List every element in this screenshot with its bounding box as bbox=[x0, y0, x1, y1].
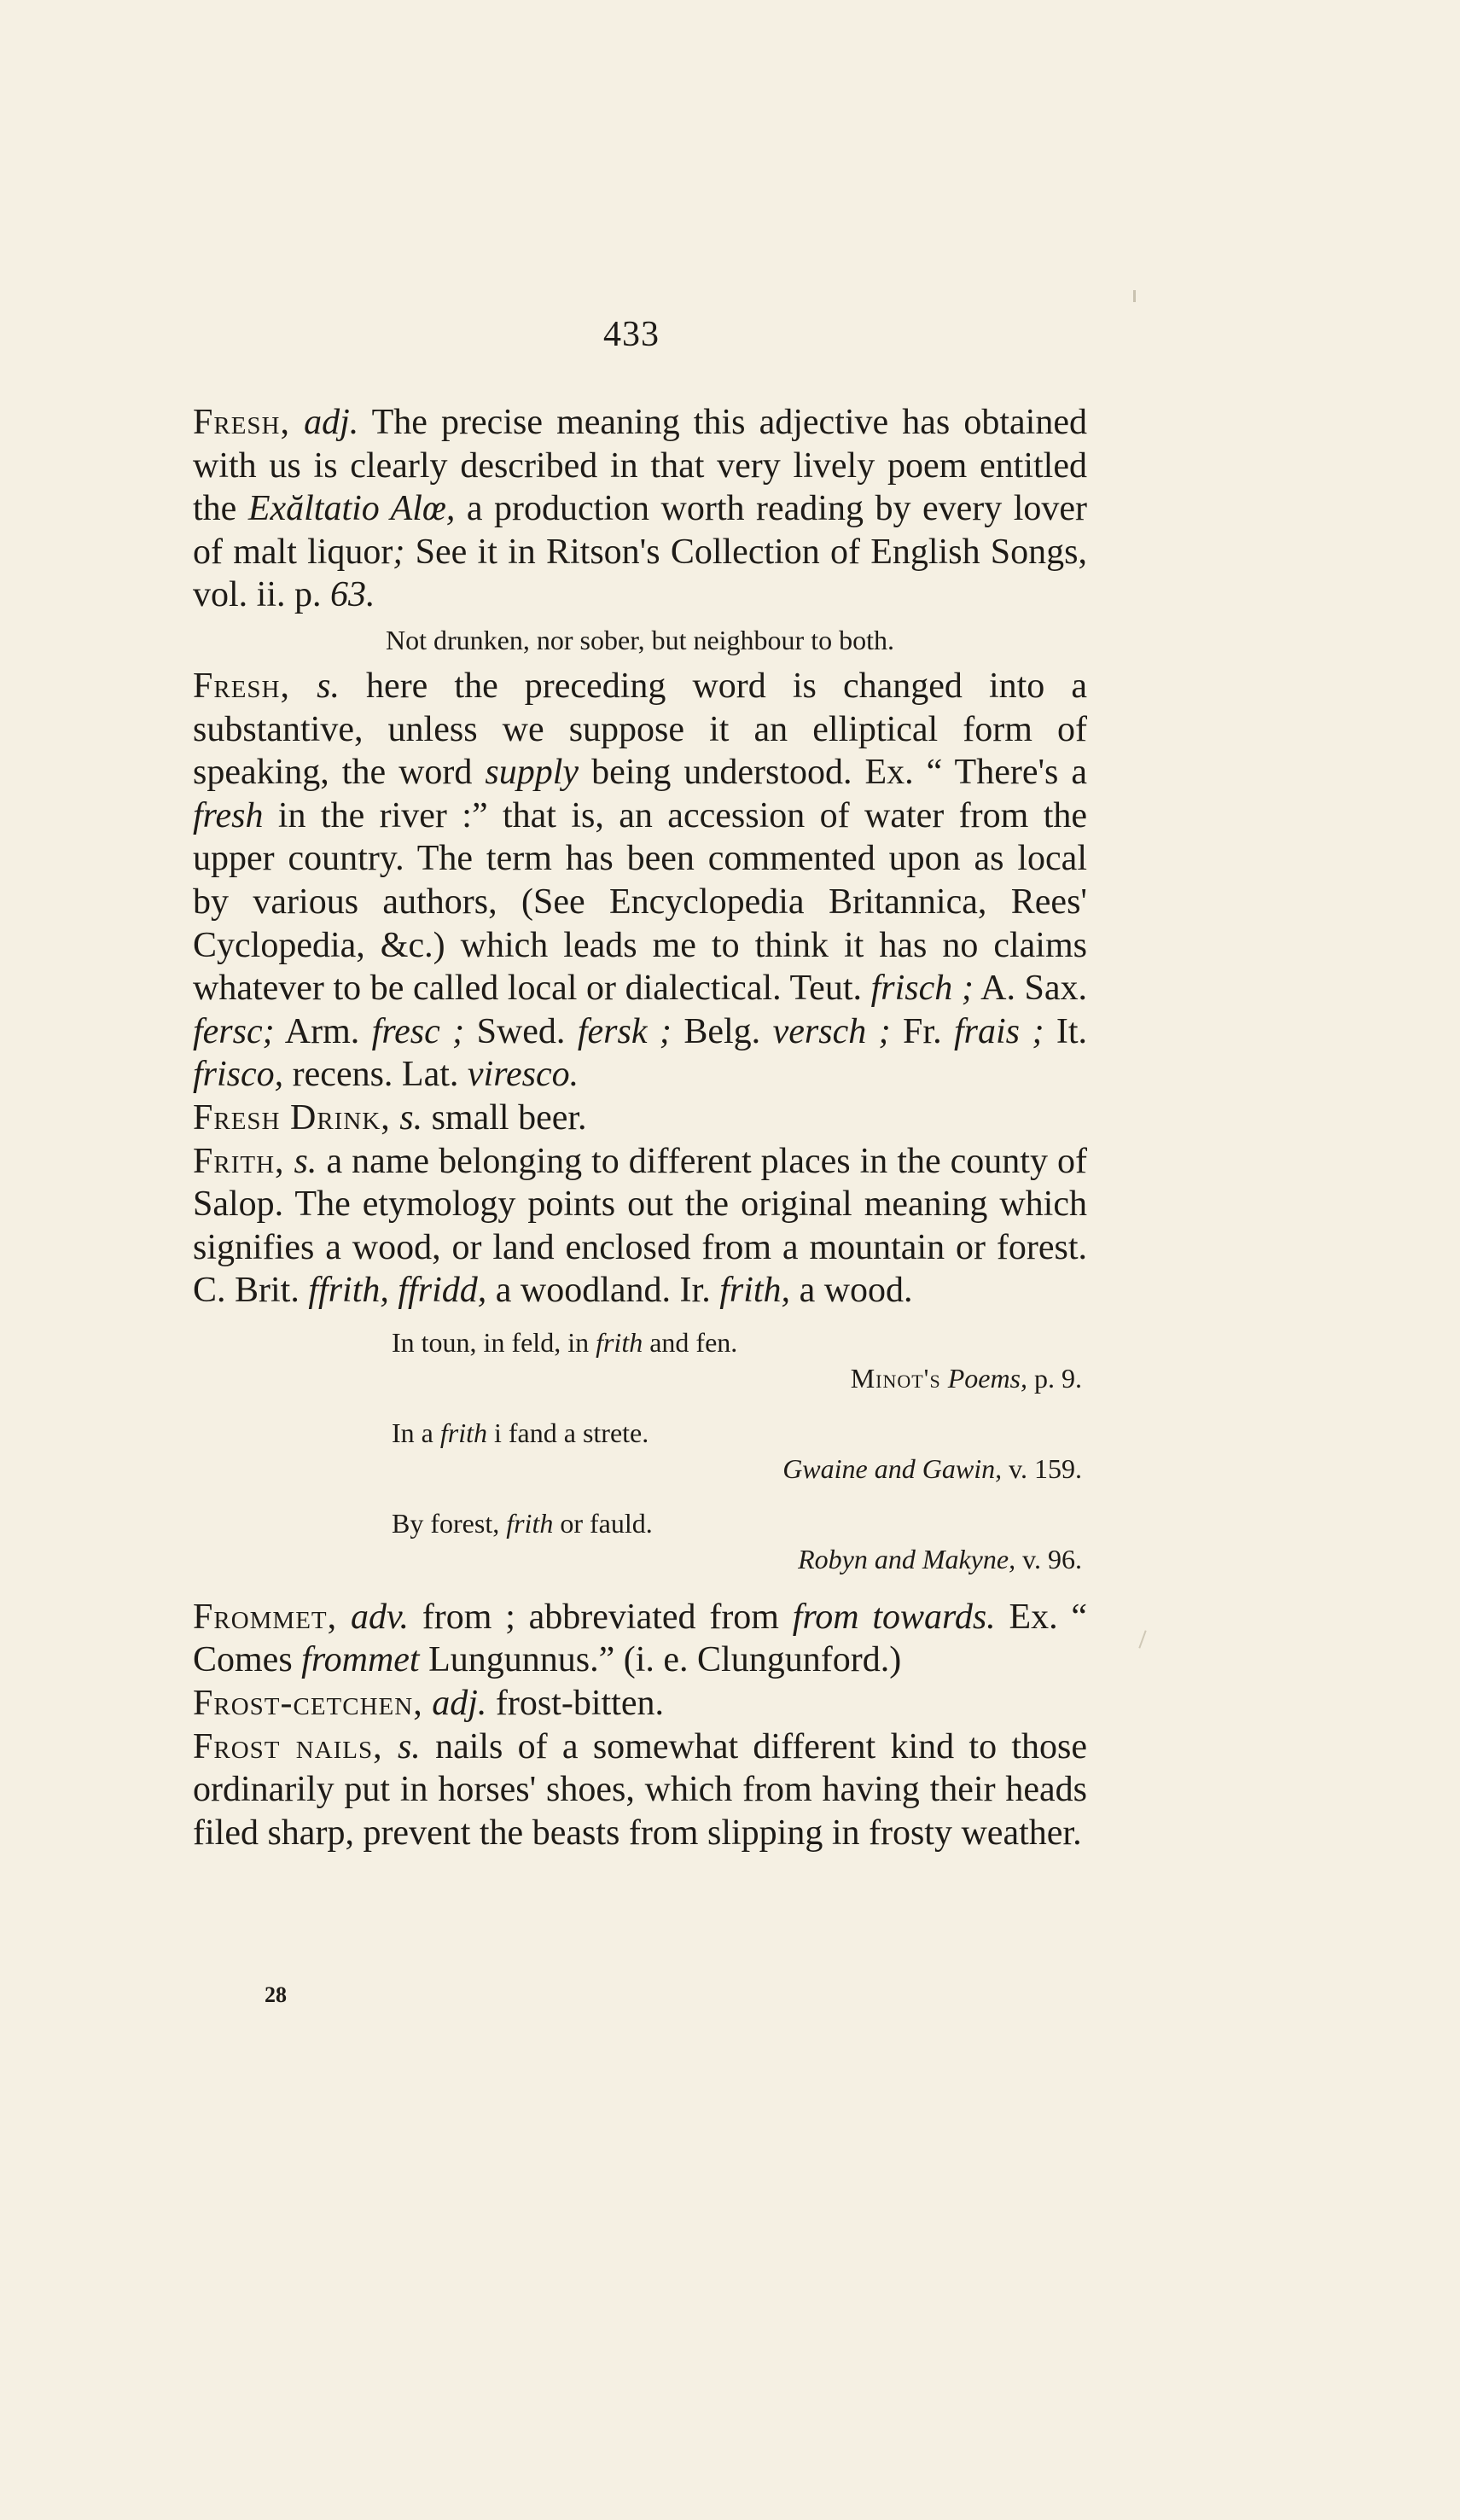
definition-text: a wood. bbox=[799, 1271, 913, 1311]
headword: Fresh, bbox=[193, 403, 290, 442]
paper-speck bbox=[1138, 1630, 1146, 1648]
verse-citation bbox=[193, 1360, 1087, 1396]
part-of-speech: s. bbox=[397, 1726, 421, 1766]
part-of-speech: adj. bbox=[432, 1684, 487, 1724]
entry-fresh-drink bbox=[193, 1097, 1087, 1140]
definition-text: small beer. bbox=[431, 1097, 587, 1138]
headword: Frost nails, bbox=[193, 1726, 383, 1766]
citation-title: Robyn and Makyne, bbox=[798, 1543, 1016, 1574]
italic-word: fersk ; bbox=[577, 1011, 672, 1051]
citation-ref: v. 159. bbox=[1009, 1452, 1082, 1484]
verse-line bbox=[193, 1324, 1087, 1360]
definition-text: Arm. bbox=[284, 1011, 360, 1051]
part-of-speech: adj. bbox=[304, 403, 359, 442]
verse-text: or fauld. bbox=[560, 1507, 653, 1539]
headword: Fresh Drink, bbox=[193, 1097, 391, 1138]
definition-text: recens. Lat. bbox=[292, 1055, 459, 1095]
italic-number: 63. bbox=[330, 575, 375, 615]
definition-text: Fr. bbox=[903, 1011, 942, 1051]
verse-line bbox=[193, 1505, 1087, 1541]
definition-text: a production worth reading by every lover of malt liquor bbox=[193, 489, 1088, 572]
italic-word: ffrith, bbox=[308, 1271, 389, 1311]
definition-text: Swed. bbox=[476, 1011, 566, 1051]
verse-text: In a bbox=[392, 1417, 433, 1448]
entry-fresh-adj bbox=[193, 401, 1087, 617]
verse-citation bbox=[193, 1451, 1087, 1487]
definition-text: A. Sax. bbox=[980, 969, 1088, 1009]
italic-title: Exăltatio Alœ, bbox=[247, 489, 456, 529]
verse-line bbox=[193, 1415, 1087, 1451]
definition-text: being understood. Ex. “ There's a bbox=[591, 753, 1088, 793]
part-of-speech: s. bbox=[294, 1141, 317, 1181]
signature-mark: 28 bbox=[265, 1982, 287, 2007]
verse-block bbox=[193, 1324, 1087, 1396]
italic-word: frith, bbox=[719, 1271, 791, 1311]
verse-block bbox=[193, 1505, 1087, 1577]
verse-text: In toun, in feld, in bbox=[392, 1326, 590, 1358]
verse-quotations bbox=[193, 1324, 1087, 1577]
page-number: 433 bbox=[603, 315, 660, 354]
entry-frost-cetchen bbox=[193, 1682, 1087, 1726]
quotation: Not drunken, nor sober, but neighbour to both. bbox=[386, 624, 894, 655]
italic-word: fresc ; bbox=[371, 1011, 465, 1051]
italic-word: from towards. bbox=[792, 1597, 996, 1637]
italic-punct: ; bbox=[393, 532, 405, 572]
italic-word: fersc; bbox=[193, 1011, 275, 1051]
italic-word: fresh bbox=[193, 795, 264, 835]
verse-citation bbox=[193, 1541, 1087, 1577]
italic-word: supply bbox=[485, 753, 579, 793]
verse-italic: frith bbox=[439, 1417, 487, 1448]
definition-text: here the preceding word is changed into a substantive, unless we suppose it an elliptical form of speaking, the word bbox=[193, 666, 1088, 793]
entry-frith bbox=[193, 1140, 1087, 1312]
headword: Fresh, bbox=[193, 666, 290, 706]
definition-text: Belg. bbox=[683, 1011, 761, 1051]
verse-text: By forest, bbox=[392, 1507, 500, 1539]
verse-italic: frith bbox=[596, 1326, 643, 1358]
italic-word: frisch ; bbox=[870, 969, 974, 1009]
verse-italic: frith bbox=[506, 1507, 554, 1539]
verse-block bbox=[193, 1415, 1087, 1487]
entry-frost-nails bbox=[193, 1726, 1087, 1855]
citation-title: Poems, bbox=[947, 1362, 1027, 1394]
part-of-speech: s. bbox=[399, 1097, 423, 1138]
verse-text: and fen. bbox=[649, 1326, 738, 1358]
definition-text: frost-bitten. bbox=[495, 1684, 664, 1724]
citation-ref: v. 96. bbox=[1022, 1543, 1082, 1574]
part-of-speech: s. bbox=[317, 666, 340, 706]
headword: Frommet, bbox=[193, 1597, 338, 1637]
italic-word: frais ; bbox=[954, 1011, 1044, 1051]
italic-word: frisco, bbox=[193, 1055, 284, 1095]
definition-text: a name belonging to different places in the county of Salop. The etymology points out the original meaning which signifies a wood, or land enclosed from a mountain or forest. C. Brit. bbox=[193, 1141, 1087, 1311]
part-of-speech: adv. bbox=[350, 1597, 409, 1637]
definition-text: See it in Ritson's Collection of English Songs, vol. ii. p. bbox=[193, 532, 1087, 615]
citation-ref: p. 9. bbox=[1034, 1362, 1082, 1394]
citation-author: Minot's bbox=[850, 1362, 941, 1394]
dictionary-text bbox=[193, 401, 1087, 1854]
definition-text: The precise meaning this adjective has obtained with us is clearly described in that very lively poem entitled the bbox=[193, 403, 1087, 529]
paper-speck bbox=[1133, 290, 1136, 302]
italic-word: versch ; bbox=[772, 1011, 891, 1051]
headword: Frost-cetchen, bbox=[193, 1684, 423, 1724]
definition-text: It. bbox=[1056, 1011, 1088, 1051]
italic-word: viresco. bbox=[467, 1055, 579, 1095]
headword: Frith, bbox=[193, 1141, 285, 1181]
entry-frommet bbox=[193, 1596, 1087, 1682]
definition-text: in the river :” that is, an accession of water from the upper country. The term has been commented upon as local by various authors, (See Encyclopedia Britannica, Rees' Cyclopedia, &c.) which leads me to think it has no claims whatever to be called local or dialectical. Teut. bbox=[193, 795, 1088, 1009]
definition-text: from ; abbreviated from bbox=[422, 1597, 779, 1637]
definition-text: Ex. “ Comes bbox=[193, 1597, 1088, 1680]
italic-word: frommet bbox=[301, 1640, 420, 1680]
entry-fresh-s bbox=[193, 665, 1087, 1097]
italic-word: ffridd, bbox=[398, 1271, 487, 1311]
verse-text: i fand a strete. bbox=[493, 1417, 649, 1448]
citation-title: Gwaine and Gawin, bbox=[782, 1452, 1003, 1484]
definition-text: Lungunnus.” (i. e. Clungunford.) bbox=[428, 1640, 902, 1680]
definition-text: nails of a somewhat different kind to those ordinarily put in horses' shoes, which from having their heads filed sharp, prevent the beasts from slipping in frosty weather. bbox=[193, 1726, 1088, 1853]
definition-text: a woodland. Ir. bbox=[495, 1271, 711, 1311]
